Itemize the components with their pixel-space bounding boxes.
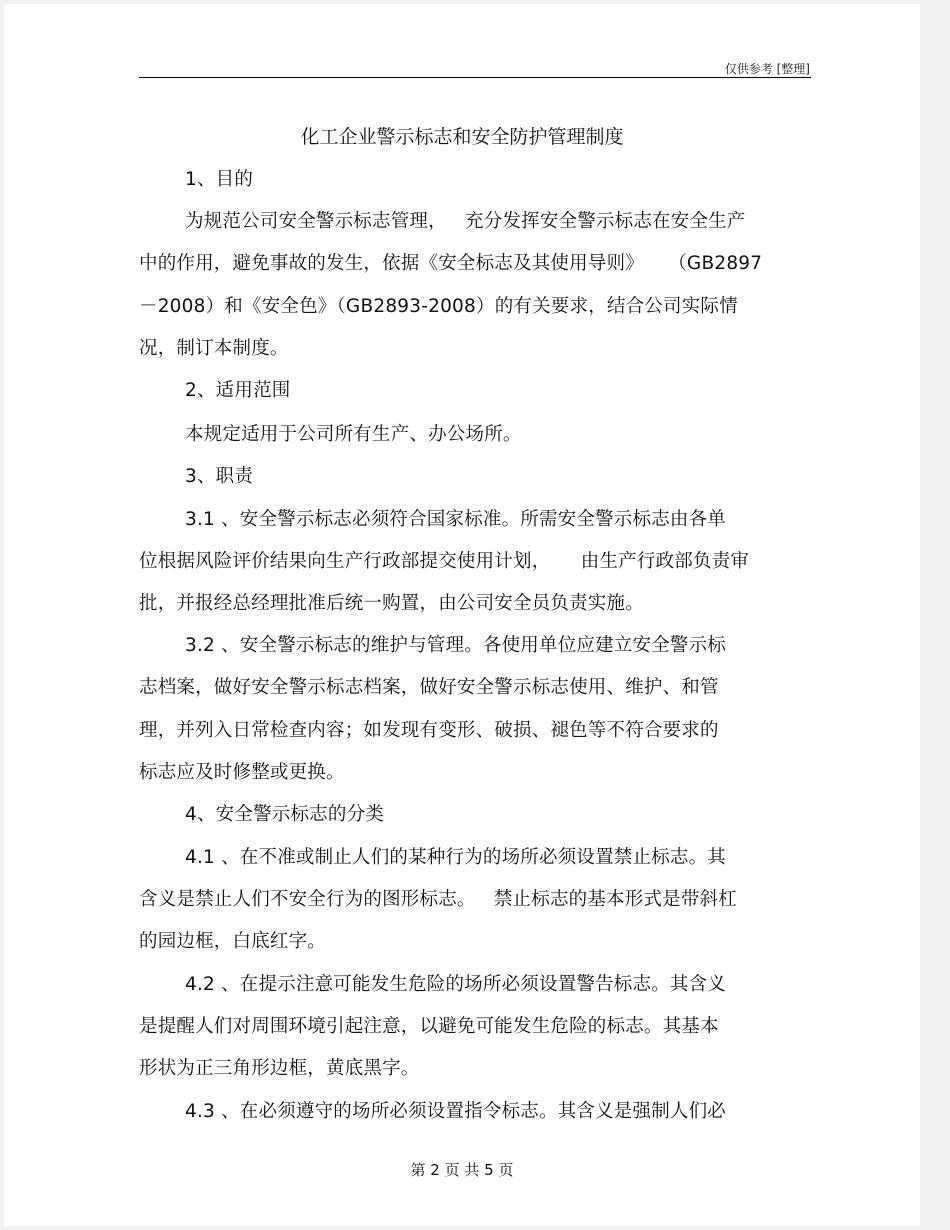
paragraph-line: 为规范公司安全警示标志管理， 充分发挥安全警示标志在安全生产 xyxy=(185,211,746,232)
paragraph-line: 本规定适用于公司所有生产、办公场所。 xyxy=(185,424,522,445)
section-heading: 1、目的 xyxy=(185,169,254,190)
paragraph-line: 3.2 、安全警示标志的维护与管理。各使用单位应建立安全警示标 xyxy=(185,635,727,656)
section-heading: 4、安全警示标志的分类 xyxy=(185,804,384,825)
paragraph-line: 是提醒人们对周围环境引起注意，以避免可能发生危险的标志。其基本 xyxy=(139,1016,719,1037)
section-heading: 3、职责 xyxy=(185,466,254,487)
paragraph-line: 4.3 、在必须遵守的场所必须设置指令标志。其含义是强制人们必 xyxy=(185,1101,727,1122)
paragraph-line: 况，制订本制度。 xyxy=(139,338,289,359)
paragraph-line: 标志应及时修整或更换。 xyxy=(139,762,345,783)
paragraph-line: 3.1 、安全警示标志必须符合国家标准。所需安全警示标志由各单 xyxy=(185,509,727,530)
page-number: 第 2 页 共 5 页 xyxy=(410,1161,514,1179)
paragraph-line: 4.2 、在提示注意可能发生危险的场所必须设置警告标志。其含义 xyxy=(185,974,727,995)
document-title: 化工企业警示标志和安全防护管理制度 xyxy=(300,126,624,148)
paragraph-line: 中的作用，避免事故的发生，依据《安全标志及其使用导则》 （GB2897 xyxy=(139,253,763,274)
header-note: 仅供参考 [整理] xyxy=(724,62,810,76)
paragraph-line: 批，并报经总经理批准后统一购置，由公司安全员负责实施。 xyxy=(139,593,644,614)
paragraph-line: 理，并列入日常检查内容；如发现有变形、破损、褪色等不符合要求的 xyxy=(139,720,719,741)
header-divider xyxy=(139,77,811,78)
section-heading: 2、适用范围 xyxy=(185,380,291,401)
paragraph-line: 含义是禁止人们不安全行为的图形标志。 禁止标志的基本形式是带斜杠 xyxy=(139,889,737,910)
document-page xyxy=(4,4,920,1226)
paragraph-line: 的园边框，白底红字。 xyxy=(139,931,327,952)
paragraph-line: 4.1 、在不准或制止人们的某种行为的场所必须设置禁止标志。其 xyxy=(185,847,727,868)
paragraph-line: 志档案，做好安全警示标志档案，做好安全警示标志使用、维护、和管 xyxy=(139,677,719,698)
paragraph-line: 形状为正三角形边框，黄底黑字。 xyxy=(139,1058,420,1079)
paragraph-line: 位根据风险评价结果向生产行政部提交使用计划， 由生产行政部负责审 xyxy=(139,551,750,572)
paragraph-line: －2008）和《安全色》（GB2893-2008）的有关要求，结合公司实际情 xyxy=(139,296,738,317)
